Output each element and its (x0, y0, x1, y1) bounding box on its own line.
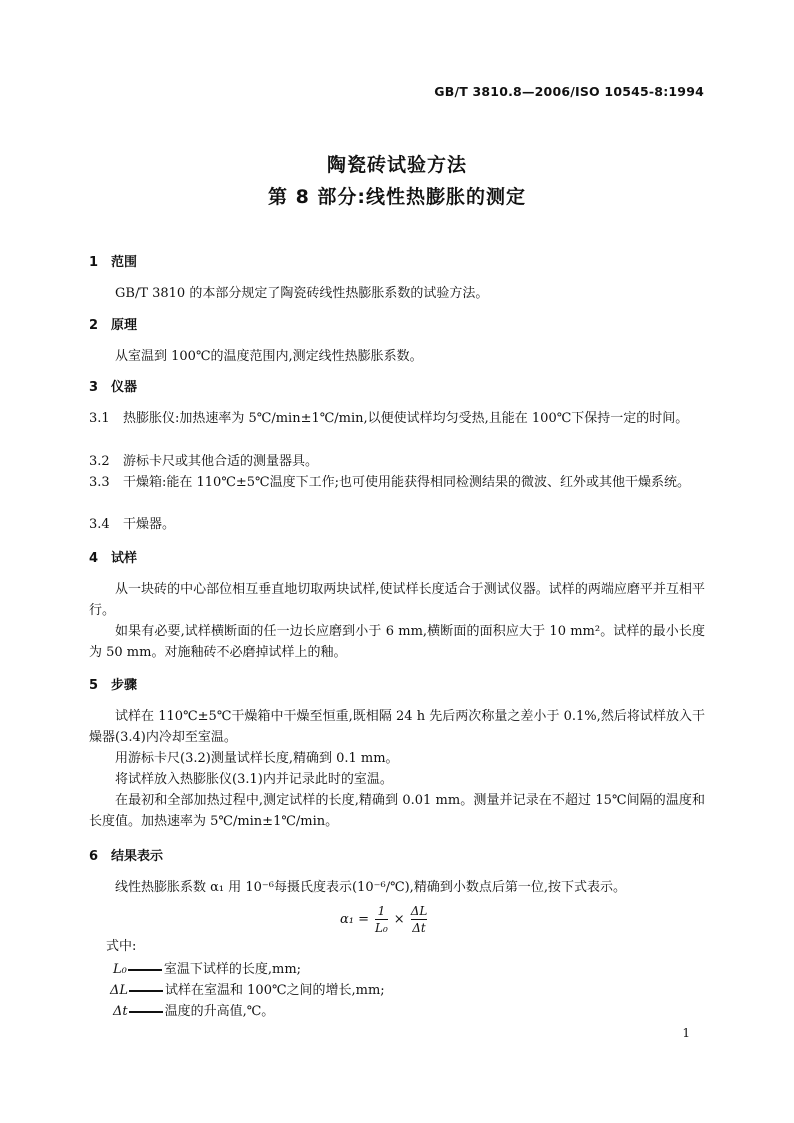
fraction-bar (375, 919, 388, 920)
section-title: 仪器 (111, 380, 138, 395)
definition-item (113, 959, 729, 980)
item-text: 干燥箱:能在 110℃±5℃温度下工作;也可使用能获得相同检测结果的微波、红外或其他干燥系统。 (123, 475, 690, 490)
list-item (89, 472, 705, 493)
section-heading (89, 315, 705, 336)
fraction-bar (411, 919, 428, 920)
list-item (89, 408, 705, 429)
fraction-denominator: L₀ (375, 921, 388, 935)
paragraph: 试样在 110℃±5℃干燥箱中干燥至恒重,既相隔 24 h 先后两次称量之差小于 0.1%,然后将试样放入干燥器(3.4)内冷却至室温。 (89, 709, 705, 745)
fraction-denominator: Δt (412, 921, 426, 935)
section-number: 2 (89, 318, 99, 333)
paragraph: 如果有必要,试样横断面的任一边长应磨到小于 6 mm,横断面的面积应大于 10 mm²。试样的最小长度为 50 mm。对施釉砖不必磨掉试样上的釉。 (89, 624, 705, 660)
definition-dash (129, 1011, 163, 1013)
section-title: 结果表示 (111, 849, 164, 864)
paragraph: 从室温到 100℃的温度范围内,测定线性热膨胀系数。 (115, 349, 423, 364)
section-title: 范围 (111, 255, 138, 270)
paragraph: 将试样放入热膨胀仪(3.1)内并记录此时的室温。 (115, 772, 393, 787)
list-item (89, 451, 705, 472)
formula-lhs: α₁ = (340, 912, 370, 927)
page-number: 1 (682, 1026, 690, 1040)
paragraph: 从一块砖的中心部位相互垂直地切取两块试样,使试样长度适合于测试仪器。试样的两端应磨平并互相平行。 (89, 582, 705, 618)
section-heading (89, 252, 705, 273)
section-title: 原理 (111, 318, 138, 333)
paragraph: 线性热膨胀系数 α₁ 用 10⁻⁶每摄氏度表示(10⁻⁶/℃),精确到小数点后第一位,按下式表示。 (115, 880, 626, 895)
definition-symbol: Δt (113, 1004, 128, 1019)
definition-symbol: ΔL (110, 983, 129, 998)
item-text: 游标卡尺或其他合适的测量器具。 (123, 454, 319, 469)
section-number: 3 (89, 380, 99, 395)
definition-symbol: L₀ (113, 962, 127, 977)
item-text: 干燥器。 (123, 517, 176, 532)
item-number: 3.2 (89, 454, 110, 469)
item-number: 3.4 (89, 517, 110, 532)
fraction-two (411, 904, 428, 935)
item-number: 3.3 (89, 475, 110, 490)
item-number: 3.1 (89, 411, 110, 426)
document-subtitle: 第 8 部分:线性热膨胀的测定 (267, 186, 527, 208)
section-title: 试样 (111, 551, 138, 566)
definition-text: 试样在室温和 100℃之间的增长,mm; (165, 983, 385, 998)
section-title: 步骤 (111, 678, 138, 693)
list-item (89, 514, 705, 535)
section-number: 4 (89, 551, 99, 566)
definition-item (110, 980, 726, 1001)
formula (340, 904, 427, 935)
section-number: 6 (89, 849, 99, 864)
section-heading (89, 846, 705, 867)
where-label: 式中: (106, 939, 137, 954)
section-heading (89, 548, 705, 569)
definition-text: 室温下试样的长度,mm; (163, 962, 302, 977)
paragraph: GB/T 3810 的本部分规定了陶瓷砖线性热膨胀系数的试验方法。 (115, 286, 489, 301)
item-text: 热膨胀仪:加热速率为 5℃/min±1℃/min,以便使试样均匀受热,且能在 100℃下保持一定的时间。 (123, 411, 689, 426)
section-heading (89, 675, 705, 696)
section-number: 5 (89, 678, 99, 693)
standard-code: GB/T 3810.8—2006/ISO 10545-8:1994 (434, 84, 704, 99)
definition-dash (129, 990, 163, 992)
fraction-numerator: ΔL (410, 904, 428, 918)
section-number: 1 (89, 255, 99, 270)
fraction-numerator: 1 (377, 904, 386, 918)
definition-item (113, 1001, 729, 1022)
paragraph: 用游标卡尺(3.2)测量试样长度,精确到 0.1 mm。 (115, 751, 399, 766)
section-heading (89, 377, 705, 398)
document-title: 陶瓷砖试验方法 (326, 154, 467, 176)
definition-text: 温度的升高值,℃。 (164, 1004, 275, 1019)
fraction-one (375, 904, 388, 935)
definition-dash (128, 969, 162, 971)
paragraph: 在最初和全部加热过程中,测定试样的长度,精确到 0.01 mm。测量并记录在不超过 15℃间隔的温度和长度值。加热速率为 5℃/min±1℃/min。 (89, 793, 705, 829)
times-sign: × (393, 912, 405, 927)
